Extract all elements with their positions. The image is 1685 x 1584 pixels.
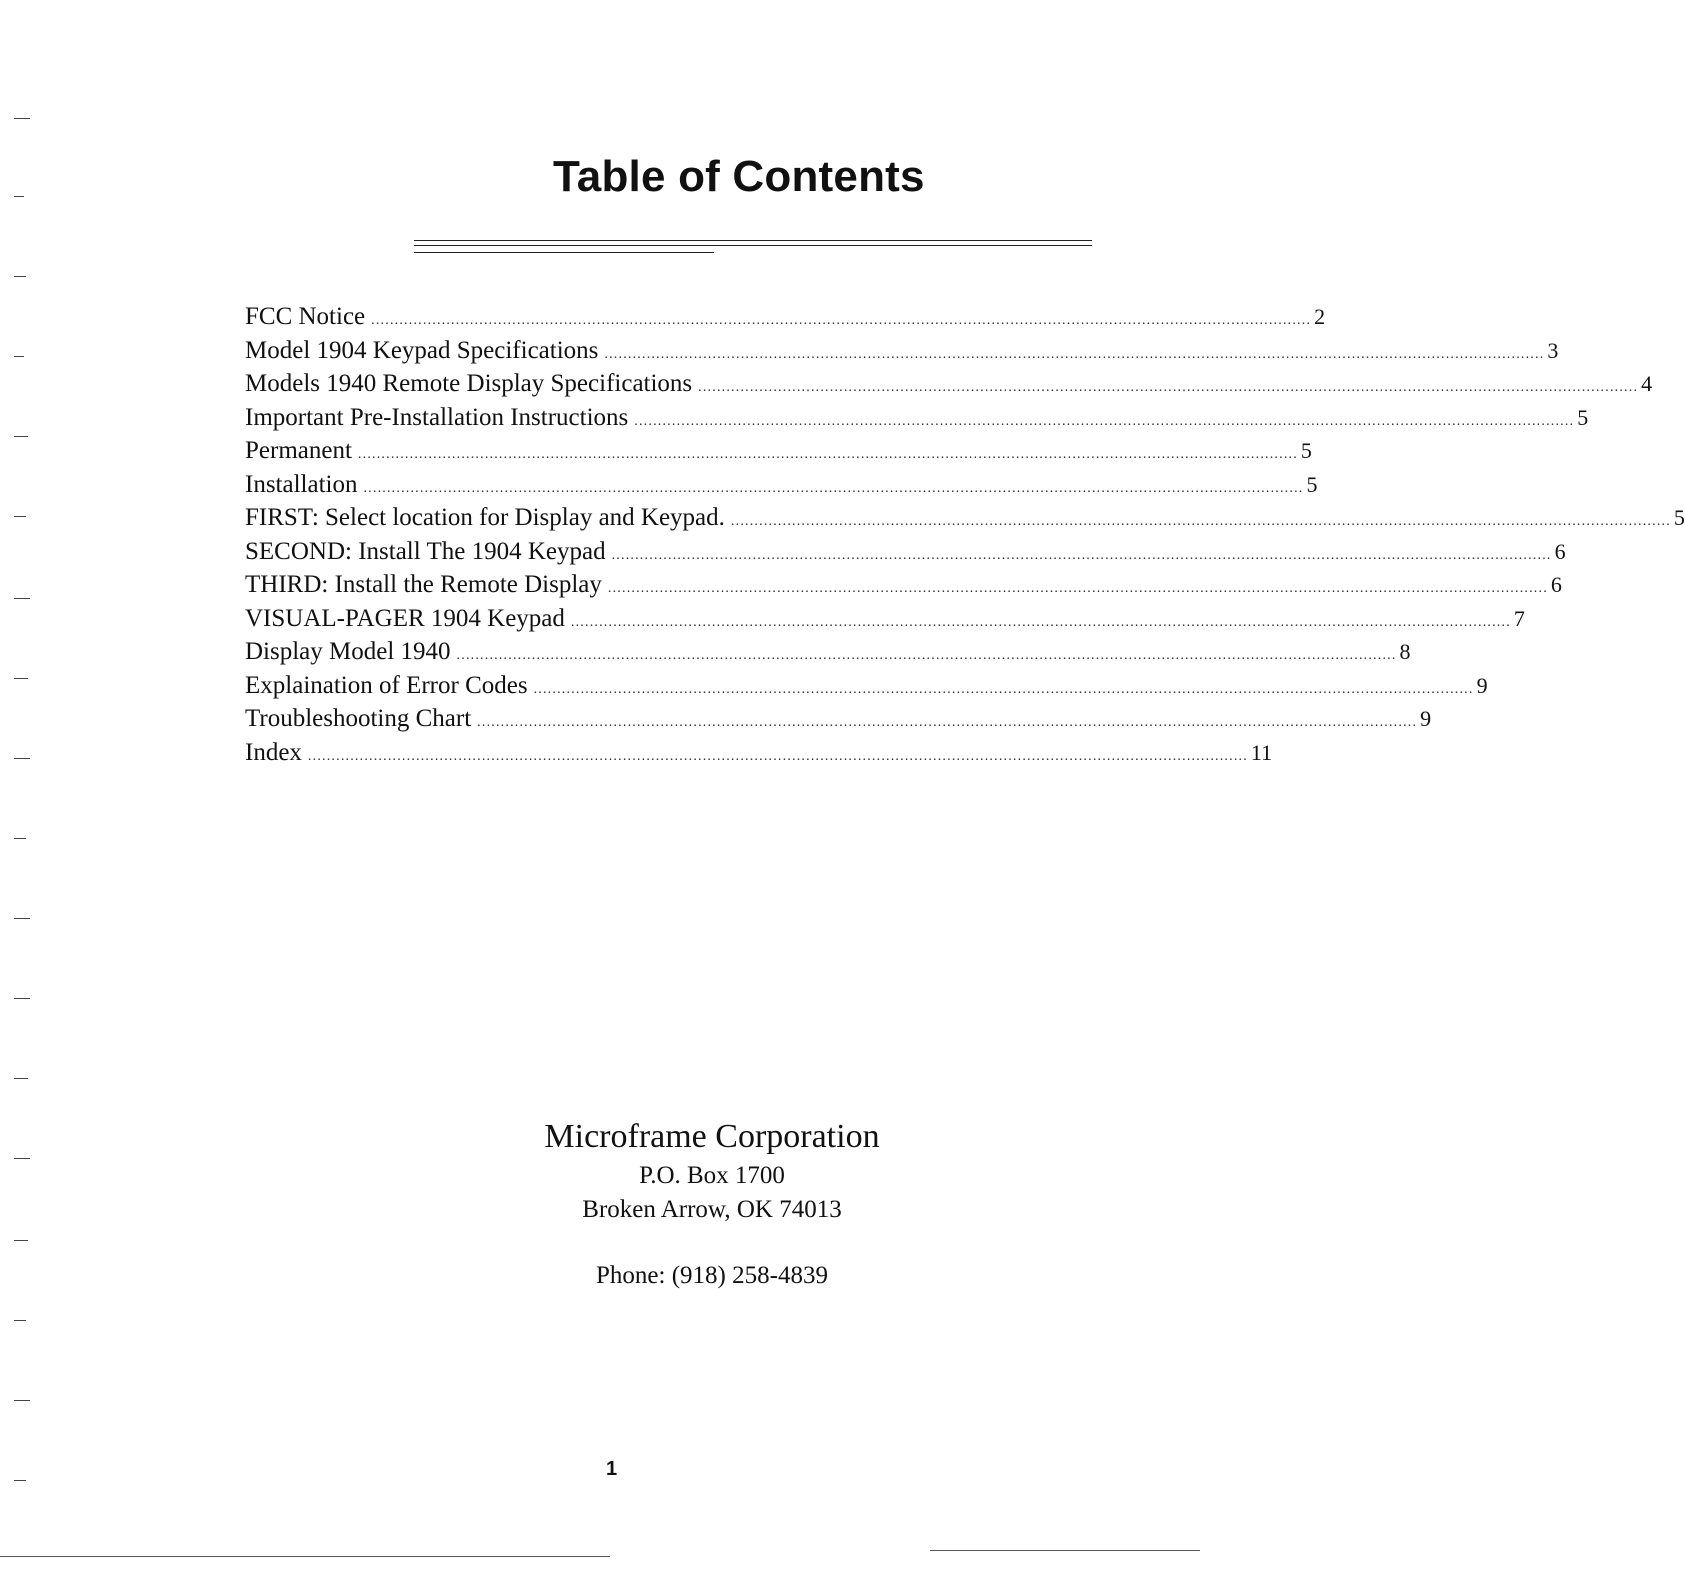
dot-leader: ........................................................................................................................................................................................................: [611, 547, 1552, 563]
toc-entry-title: THIRD: Install the Remote Display: [245, 571, 602, 598]
toc-entry-page: 6: [1554, 538, 1566, 564]
toc-entry-title: Troubleshooting Chart: [245, 705, 472, 732]
dot-leader: ........................................................................................................................................................................................................: [634, 413, 1575, 429]
scan-edge-line: [0, 1556, 610, 1557]
dot-leader: ........................................................................................................................................................................................................: [477, 715, 1418, 730]
dot-leader: ........................................................................................................................................................................................................: [456, 648, 1397, 663]
toc-entry[interactable]: [245, 468, 1318, 502]
company-phone: Phone: (918) 258-4839: [596, 1262, 828, 1289]
title-rule-top: [414, 240, 1092, 241]
toc-entry-title: Display Model 1940: [245, 638, 451, 665]
toc-entry-page: 5: [1306, 471, 1318, 497]
toc-entry-title: FIRST: Select location for Display and Keypad.: [245, 504, 725, 531]
margin-mark: [14, 1158, 30, 1159]
toc-entry-title: FCC Notice: [245, 303, 366, 330]
dot-leader: ........................................................................................................................................................................................................: [698, 380, 1639, 395]
toc-entry-page: 6: [1550, 572, 1562, 597]
margin-mark: [14, 838, 26, 839]
margin-mark: [14, 1400, 30, 1401]
toc-entry-title: SECOND: Install The 1904 Keypad: [245, 537, 606, 565]
toc-entry-page: 11: [1250, 739, 1273, 765]
toc-entry[interactable]: [245, 300, 1326, 334]
page-title: Table of Contents: [553, 152, 925, 201]
toc-entry-page: 5: [1673, 505, 1685, 530]
dot-leader: ........................................................................................................................................................................................................: [570, 614, 1511, 630]
toc-entry-title: Model 1904 Keypad Specifications: [245, 336, 599, 364]
margin-mark: [14, 118, 30, 119]
toc-entry-title: VISUAL-PAGER 1904 Keypad: [245, 604, 565, 632]
toc-entry-page: 9: [1476, 672, 1488, 698]
title-rule-bottom: [414, 252, 714, 253]
toc-entry[interactable]: [245, 334, 1559, 368]
toc-entry[interactable]: [245, 367, 1653, 401]
toc-entry-page: 2: [1314, 304, 1326, 329]
company-city: Broken Arrow, OK 74013: [582, 1196, 842, 1223]
margin-mark: [14, 196, 24, 197]
toc-entry-title: Permanent: [245, 437, 352, 464]
dot-leader: ........................................................................................................................................................................................................: [371, 313, 1312, 328]
toc-entry[interactable]: [245, 602, 1525, 636]
toc-entry[interactable]: [245, 669, 1488, 703]
toc-list: [245, 300, 1685, 769]
margin-mark: [14, 1078, 28, 1079]
margin-mark: [14, 1480, 26, 1481]
toc-entry-page: 9: [1420, 706, 1432, 731]
dot-leader: ........................................................................................................................................................................................................: [730, 514, 1671, 529]
toc-entry[interactable]: [245, 736, 1273, 770]
toc-entry-page: 5: [1300, 438, 1312, 463]
toc-entry-page: 4: [1641, 371, 1653, 396]
page-number: 1: [606, 1458, 618, 1480]
toc-entry[interactable]: [245, 535, 1566, 569]
toc-entry-title: Explaination of Error Codes: [245, 671, 528, 699]
toc-entry-page: 7: [1513, 605, 1525, 631]
toc-entry-title: Models 1940 Remote Display Specifications: [245, 370, 693, 397]
toc-entry-title: Index: [245, 738, 302, 766]
company-po-box: P.O. Box 1700: [639, 1162, 785, 1189]
margin-mark: [14, 1240, 28, 1241]
margin-mark: [14, 356, 24, 357]
dot-leader: ........................................................................................................................................................................................................: [357, 447, 1298, 462]
toc-entry[interactable]: [245, 401, 1589, 435]
toc-entry[interactable]: [245, 635, 1411, 669]
margin-mark: [14, 598, 30, 599]
toc-entry-title: Installation: [245, 470, 358, 498]
margin-mark: [14, 1320, 26, 1321]
margin-mark: [14, 758, 30, 759]
toc-entry-page: 5: [1577, 404, 1589, 430]
dot-leader: ........................................................................................................................................................................................................: [604, 346, 1545, 362]
toc-entry[interactable]: [245, 434, 1312, 468]
company-name: Microframe Corporation: [544, 1118, 880, 1155]
margin-mark: [14, 678, 28, 679]
margin-mark: [14, 516, 26, 517]
toc-entry[interactable]: [245, 568, 1562, 602]
margin-mark: [14, 276, 26, 277]
toc-entry[interactable]: [245, 501, 1685, 535]
dot-leader: ........................................................................................................................................................................................................: [607, 581, 1548, 596]
margin-mark: [14, 918, 30, 919]
toc-entry-page: 3: [1547, 337, 1559, 363]
toc-entry[interactable]: [245, 702, 1432, 736]
dot-leader: ........................................................................................................................................................................................................: [533, 681, 1474, 697]
toc-entry-title: Important Pre-Installation Instructions: [245, 403, 629, 431]
dot-leader: ........................................................................................................................................................................................................: [307, 748, 1248, 764]
toc-entry-page: 8: [1399, 639, 1411, 664]
dot-leader: ........................................................................................................................................................................................................: [363, 480, 1304, 496]
scan-edge-line: [930, 1550, 1200, 1551]
margin-mark: [14, 436, 28, 437]
title-rule-middle: [414, 245, 1092, 246]
margin-mark: [14, 998, 30, 999]
